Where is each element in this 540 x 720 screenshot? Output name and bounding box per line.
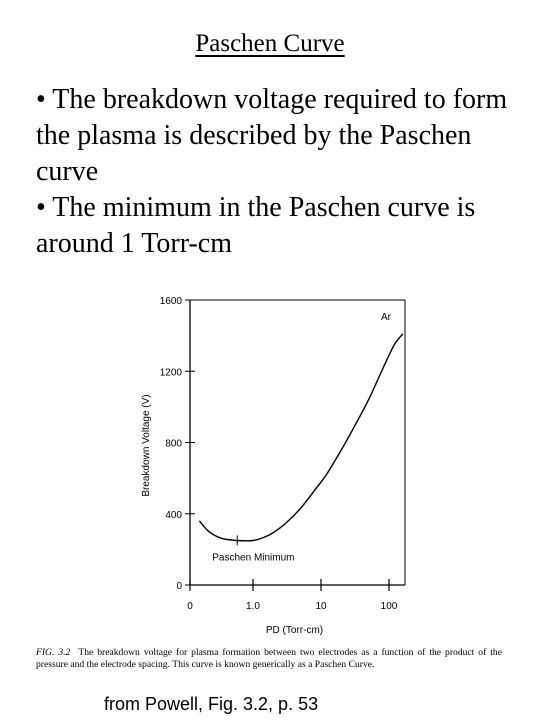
y-tick-label: 800 <box>165 438 182 450</box>
source-citation: from Powell, Fig. 3.2, p. 53 <box>104 694 319 714</box>
bullet-item: • The breakdown voltage required to form the plasma is described by the Paschen curve <box>36 84 508 187</box>
figure-caption-label: FIG. 3.2 <box>36 647 71 658</box>
y-tick-label: 400 <box>165 509 182 521</box>
x-tick-label: 100 <box>380 601 398 612</box>
x-axis-title: PD (Torr-cm) <box>265 625 324 636</box>
figure-caption <box>36 647 502 670</box>
slide-title: Paschen Curve <box>195 30 345 57</box>
chart-plot-area <box>141 296 405 636</box>
y-tick-label: 0 <box>176 581 182 592</box>
bullet-list <box>36 82 526 262</box>
x-tick-label: 10 <box>315 601 327 612</box>
bullet-item: • The minimum in the Paschen curve is around 1 Torr-cm <box>36 192 476 259</box>
y-tick-label: 1600 <box>159 296 182 307</box>
y-axis-title: Breakdown Voltage (V) <box>141 394 152 497</box>
y-tick-label: 1200 <box>159 367 182 379</box>
series-label-ar: Ar <box>381 312 391 323</box>
annotation-paschen-minimum: Paschen Minimum <box>212 552 295 564</box>
x-tick-label: 1.0 <box>246 601 260 612</box>
series-line-ar <box>199 334 403 541</box>
figure-caption-text: The breakdown voltage for plasma formation between two electrodes as a function of the product of the pressure and the electrode spacing. This curve is known generically as a Paschen Curve. <box>36 647 502 670</box>
x-tick-label: 0 <box>187 601 193 612</box>
paschen-chart <box>0 280 540 640</box>
